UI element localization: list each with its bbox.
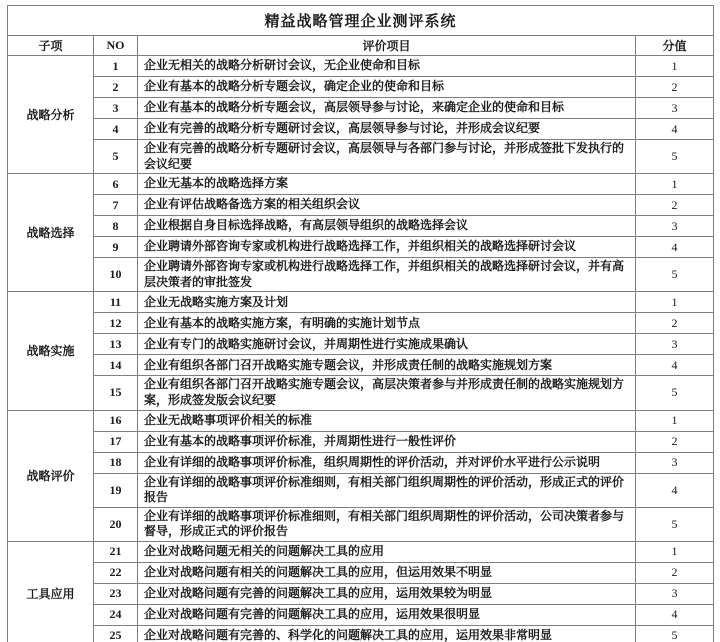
table-row	[8, 625, 714, 642]
score-cell: 4	[636, 237, 714, 258]
score-cell: 2	[636, 195, 714, 216]
category-cell: 战略分析	[8, 56, 94, 174]
evaluation-item-cell: 企业有基本的战略实施方案，有明确的实施计划节点	[138, 313, 636, 334]
evaluation-item-cell: 企业根据自身目标选择战略，有高层领导组织的战略选择会议	[138, 216, 636, 237]
score-cell: 2	[636, 77, 714, 98]
score-cell: 2	[636, 431, 714, 452]
evaluation-item-cell: 企业无相关的战略分析研讨会议，无企业使命和目标	[138, 56, 636, 77]
table-row	[8, 376, 714, 410]
row-number-cell: 4	[94, 119, 138, 140]
row-number-cell: 19	[94, 473, 138, 507]
table-row	[8, 334, 714, 355]
table-row	[8, 258, 714, 292]
table-row	[8, 237, 714, 258]
table-body	[8, 56, 714, 642]
row-number-cell: 18	[94, 452, 138, 473]
evaluation-item-cell: 企业有评估战略备选方案的相关组织会议	[138, 195, 636, 216]
score-cell: 3	[636, 216, 714, 237]
row-number-cell: 15	[94, 376, 138, 410]
score-cell: 4	[636, 119, 714, 140]
table-row	[8, 292, 714, 313]
table-row	[8, 140, 714, 174]
score-cell: 1	[636, 56, 714, 77]
table-row	[8, 410, 714, 431]
score-cell: 1	[636, 292, 714, 313]
evaluation-item-cell: 企业有详细的战略事项评价标准，组织周期性的评价活动，并对评价水平进行公示说明	[138, 452, 636, 473]
score-cell: 1	[636, 541, 714, 562]
evaluation-item-cell: 企业对战略问题有相关的问题解决工具的应用，但运用效果不明显	[138, 562, 636, 583]
row-number-cell: 23	[94, 583, 138, 604]
title-row	[8, 6, 714, 36]
row-number-cell: 3	[94, 98, 138, 119]
score-cell: 3	[636, 334, 714, 355]
table-row	[8, 473, 714, 507]
row-number-cell: 6	[94, 174, 138, 195]
table-row	[8, 431, 714, 452]
row-number-cell: 2	[94, 77, 138, 98]
score-cell: 2	[636, 562, 714, 583]
table-row	[8, 562, 714, 583]
evaluation-item-cell: 企业有详细的战略事项评价标准细则，有相关部门组织周期性的评价活动，形成正式的评价报告	[138, 473, 636, 507]
table-row	[8, 119, 714, 140]
row-number-cell: 25	[94, 625, 138, 642]
evaluation-item-cell: 企业有完善的战略分析专题研讨会议，高层领导参与讨论，并形成会议纪要	[138, 119, 636, 140]
table-row	[8, 56, 714, 77]
evaluation-item-cell: 企业有组织各部门召开战略实施专题会议，并形成责任制的战略实施规划方案	[138, 355, 636, 376]
table-row	[8, 174, 714, 195]
col-header-no: NO	[94, 36, 138, 56]
row-number-cell: 22	[94, 562, 138, 583]
score-cell: 3	[636, 98, 714, 119]
col-header-item: 评价项目	[138, 36, 636, 56]
table-row	[8, 216, 714, 237]
score-cell: 5	[636, 140, 714, 174]
row-number-cell: 10	[94, 258, 138, 292]
evaluation-item-cell: 企业无战略实施方案及计划	[138, 292, 636, 313]
score-cell: 1	[636, 174, 714, 195]
col-header-sub-item: 子项	[8, 36, 94, 56]
category-cell: 战略选择	[8, 174, 94, 292]
score-cell: 5	[636, 625, 714, 642]
table-row	[8, 195, 714, 216]
table-row	[8, 507, 714, 541]
evaluation-item-cell: 企业对战略问题有完善的问题解决工具的应用，运用效果很明显	[138, 604, 636, 625]
row-number-cell: 5	[94, 140, 138, 174]
category-cell: 战略评价	[8, 410, 94, 541]
row-number-cell: 24	[94, 604, 138, 625]
row-number-cell: 11	[94, 292, 138, 313]
evaluation-item-cell: 企业对战略问题有完善的问题解决工具的应用，运用效果较为明显	[138, 583, 636, 604]
row-number-cell: 16	[94, 410, 138, 431]
table-row	[8, 98, 714, 119]
page-title: 精益战略管理企业测评系统	[8, 6, 714, 36]
evaluation-item-cell: 企业无战略事项评价相关的标准	[138, 410, 636, 431]
category-cell: 工具应用	[8, 541, 94, 642]
score-cell: 5	[636, 258, 714, 292]
row-number-cell: 14	[94, 355, 138, 376]
score-cell: 5	[636, 376, 714, 410]
evaluation-item-cell: 企业有基本的战略分析专题会议，确定企业的使命和目标	[138, 77, 636, 98]
row-number-cell: 20	[94, 507, 138, 541]
column-header-row	[8, 36, 714, 56]
table-row	[8, 77, 714, 98]
evaluation-item-cell: 企业有详细的战略事项评价标准细则，有相关部门组织周期性的评价活动，公司决策者参与督导，形成正式的评价报告	[138, 507, 636, 541]
row-number-cell: 8	[94, 216, 138, 237]
table-row	[8, 583, 714, 604]
score-cell: 5	[636, 507, 714, 541]
evaluation-item-cell: 企业有专门的战略实施研讨会议，并周期性进行实施成果确认	[138, 334, 636, 355]
evaluation-item-cell: 企业聘请外部咨询专家或机构进行战略选择工作，并组织相关的战略选择研讨会议	[138, 237, 636, 258]
category-cell: 战略实施	[8, 292, 94, 410]
table-row	[8, 541, 714, 562]
row-number-cell: 21	[94, 541, 138, 562]
row-number-cell: 13	[94, 334, 138, 355]
row-number-cell: 7	[94, 195, 138, 216]
table-row	[8, 355, 714, 376]
row-number-cell: 17	[94, 431, 138, 452]
evaluation-item-cell: 企业有组织各部门召开战略实施专题会议，高层决策者参与并形成责任制的战略实施规划方案，形成签发版会议纪要	[138, 376, 636, 410]
table-row	[8, 604, 714, 625]
score-cell: 2	[636, 313, 714, 334]
score-cell: 1	[636, 410, 714, 431]
evaluation-item-cell: 企业对战略问题无相关的问题解决工具的应用	[138, 541, 636, 562]
evaluation-table	[7, 5, 714, 642]
row-number-cell: 9	[94, 237, 138, 258]
evaluation-item-cell: 企业有基本的战略事项评价标准，并周期性进行一般性评价	[138, 431, 636, 452]
evaluation-item-cell: 企业聘请外部咨询专家或机构进行战略选择工作，并组织相关的战略选择研讨会议，并有高层决策者的审批签发	[138, 258, 636, 292]
evaluation-item-cell: 企业对战略问题有完善的、科学化的问题解决工具的应用，运用效果非常明显	[138, 625, 636, 642]
row-number-cell: 12	[94, 313, 138, 334]
evaluation-item-cell: 企业有基本的战略分析专题会议，高层领导参与讨论，来确定企业的使命和目标	[138, 98, 636, 119]
evaluation-item-cell: 企业无基本的战略选择方案	[138, 174, 636, 195]
score-cell: 4	[636, 473, 714, 507]
table-row	[8, 452, 714, 473]
score-cell: 4	[636, 355, 714, 376]
score-cell: 4	[636, 604, 714, 625]
score-cell: 3	[636, 583, 714, 604]
evaluation-item-cell: 企业有完善的战略分析专题研讨会议，高层领导与各部门参与讨论，并形成签批下发执行的会议纪要	[138, 140, 636, 174]
row-number-cell: 1	[94, 56, 138, 77]
col-header-score: 分值	[636, 36, 714, 56]
score-cell: 3	[636, 452, 714, 473]
table-row	[8, 313, 714, 334]
